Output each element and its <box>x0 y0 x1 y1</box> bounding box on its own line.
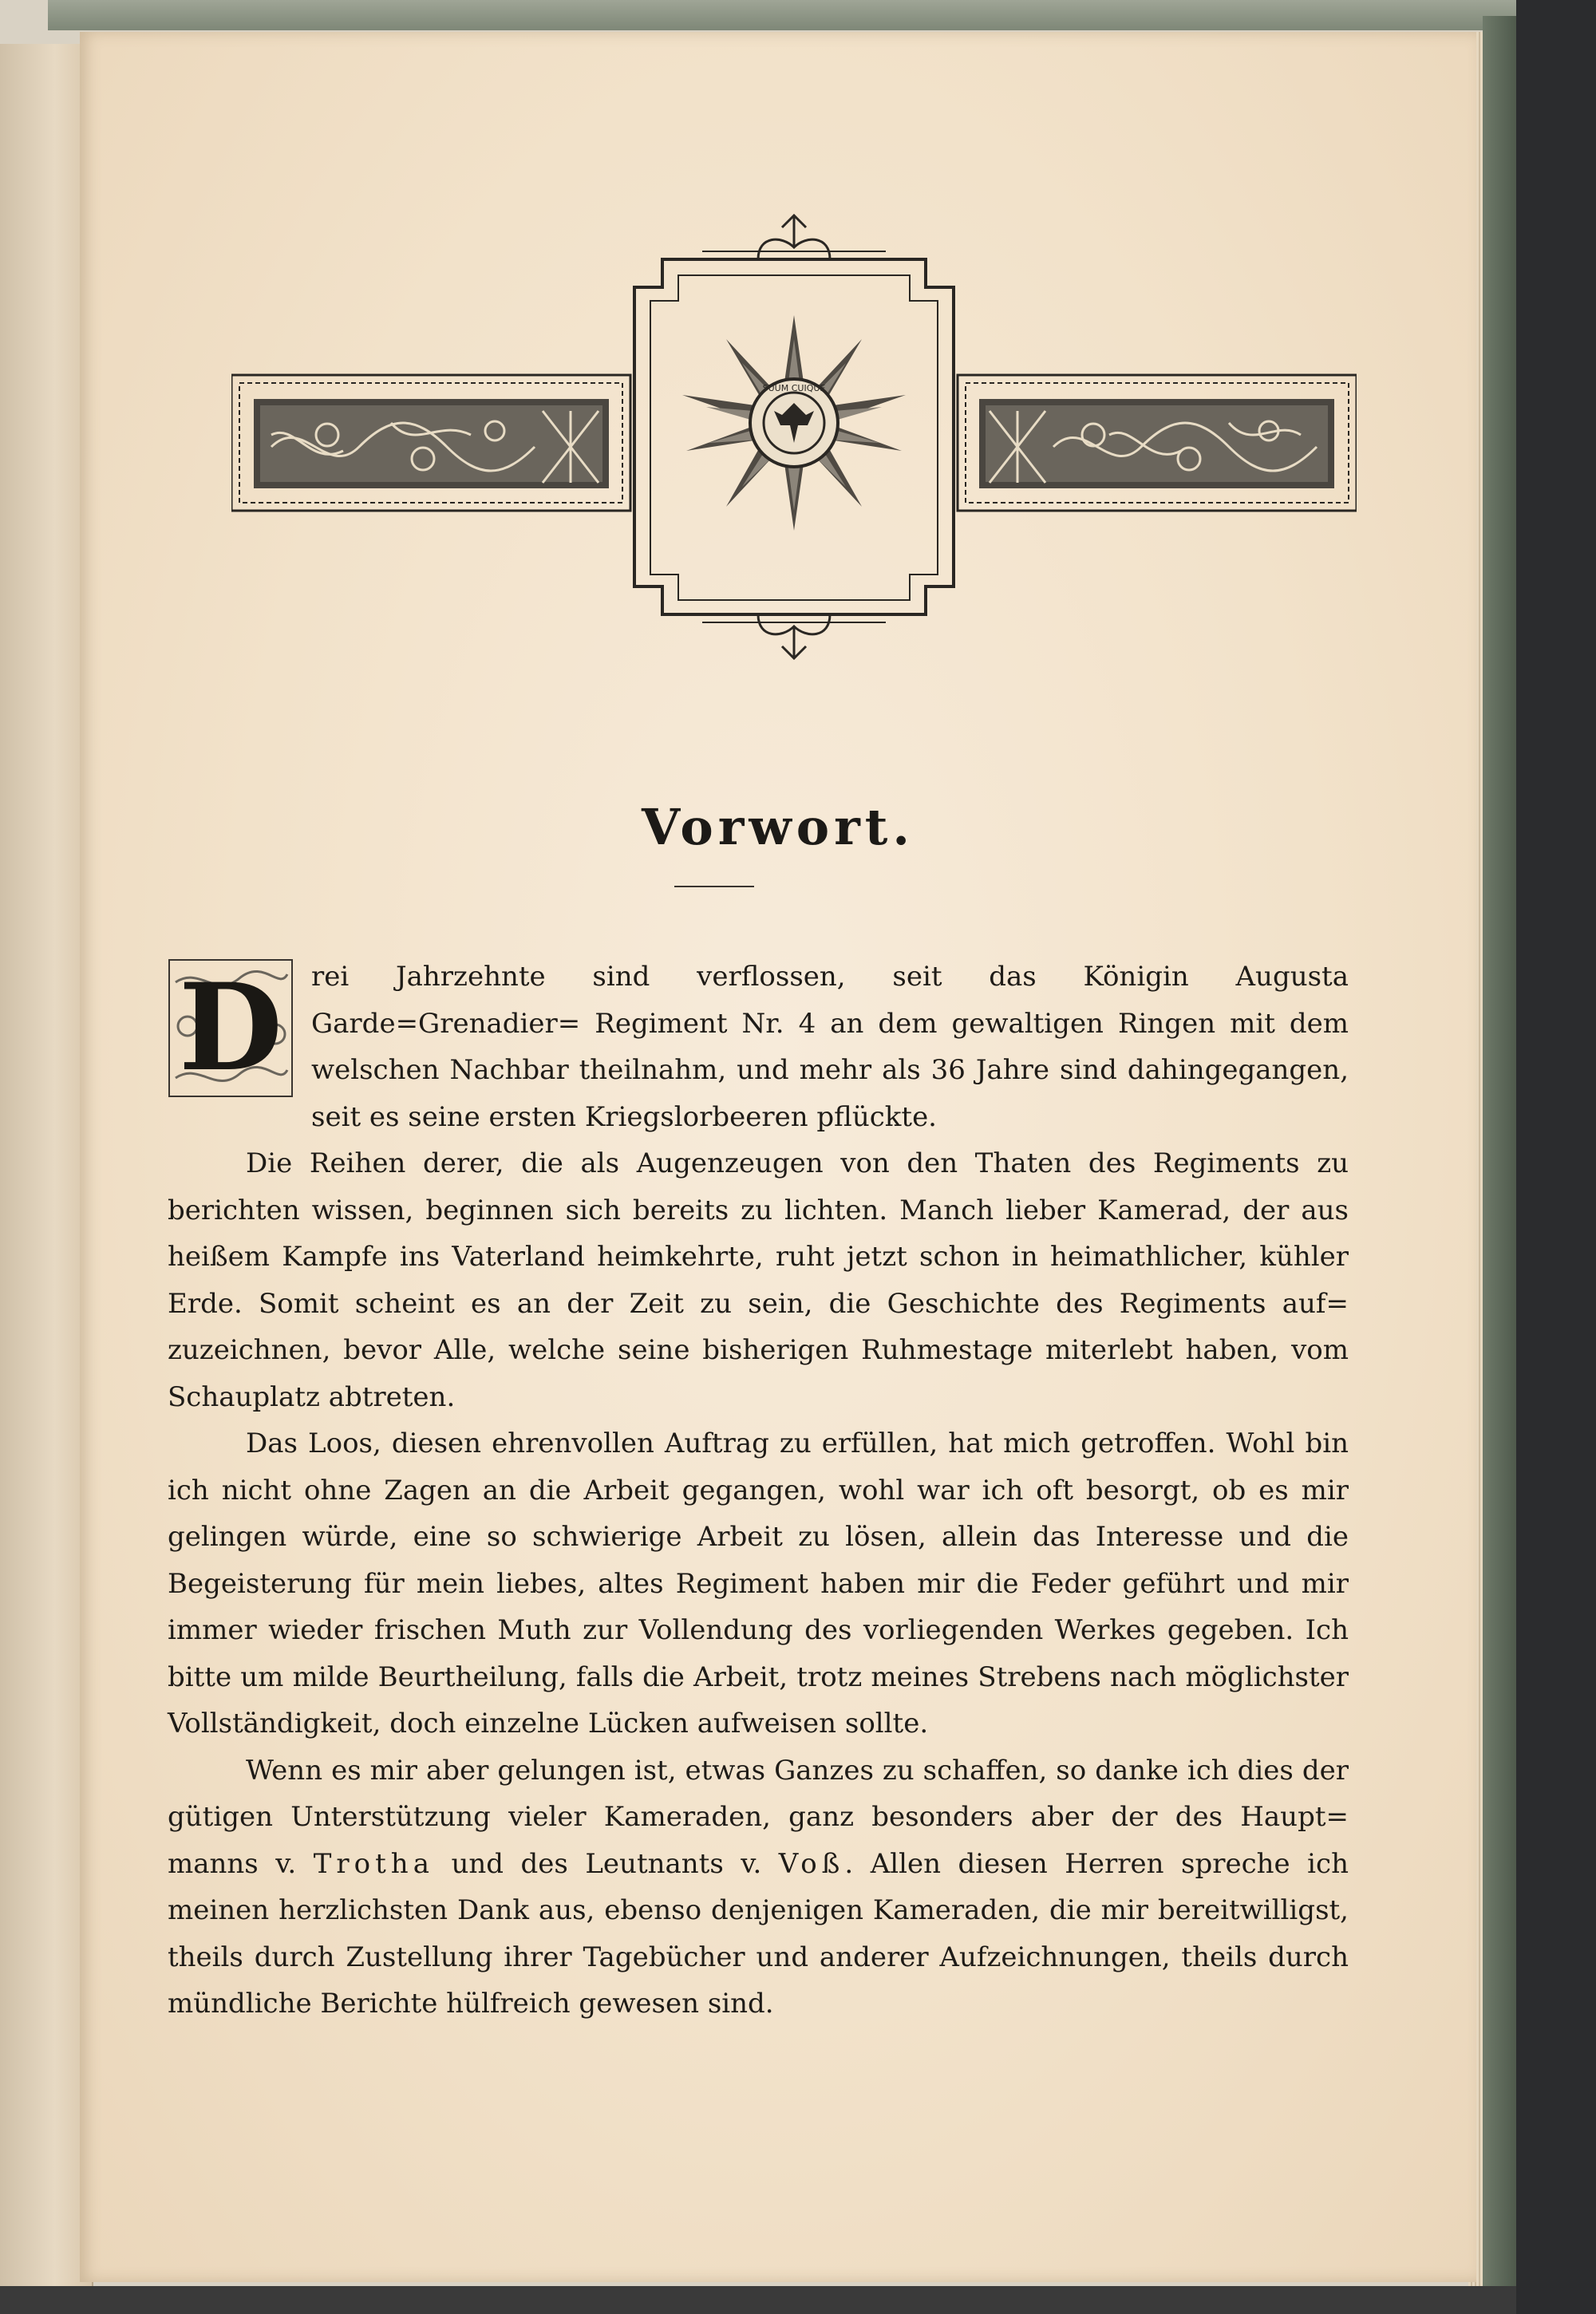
paragraph-4-text-c: . Allen diesen Herren spreche ich meinen herzlichsten Dank aus, ebenso denjenigen Kameraden, die mir bereitwilligst, theils durch Zustellung ihrer Tagebücher und anderer Aufzeichnungen, theils durch mündliche Berichte hülfreich gewesen sind. <box>168 1847 1349 2020</box>
book-cover-top <box>48 0 1516 30</box>
left-ornament-band <box>231 375 630 511</box>
paragraph-1 <box>168 954 1349 1140</box>
emblem-motto: SUUM CUIQUE <box>762 383 826 393</box>
first-word-rest: rei <box>311 961 350 993</box>
paragraph-4-text-b: und des Leutnants v. <box>433 1847 779 1880</box>
book-page <box>80 32 1476 2282</box>
header-ornament <box>231 211 1357 690</box>
name-voss: Voß <box>778 1847 845 1880</box>
bottom-shadow <box>0 2286 1516 2314</box>
paragraph-3: Das Loos, diesen ehrenvollen Auftrag zu erfüllen, hat mich getroffen. Wohl bin ich nicht ohne Zagen an die Arbeit gegangen, wohl war ich oft besorgt, ob es mir gelingen würde, eine so schwierige Arbeit zu lösen, allein das Interesse und die Begeisterung für mein liebes, altes Regiment haben mir die Feder geführt und mir immer wieder frischen Muth zur Vollendung des vorliegenden Werkes gegeben. Ich bitte um milde Beurtheilung, falls die Arbeit, trotz meines Strebens nach möglichster Vollständigkeit, doch einzelne Lücken aufweisen sollte. <box>168 1427 1349 1739</box>
book-cover-right <box>1483 16 1516 2314</box>
preface-text <box>168 954 1349 2028</box>
paragraph-4-text-a: Wenn es mir aber gelungen ist, etwas Ganzes zu schaffen, so danke ich dies der gütigen Unterstützung vieler Kameraden, ganz besonders aber der des Haupt= manns v. <box>168 1754 1349 1880</box>
paragraph-4 <box>168 1747 1349 2028</box>
right-ornament-band <box>958 375 1357 511</box>
paragraph-1-text: Jahrzehnte sind verflossen, seit das Königin Augusta Garde=Grenadier= Regiment Nr. 4 an dem gewaltigen Ringen mit dem welschen Nachbar theilnahm, und mehr als 36 Jahre sind dahingegangen, seit es seine ersten Kriegslorbeeren pflückte. <box>311 961 1349 1133</box>
title-rule <box>674 886 754 887</box>
name-trotha: Trotha <box>313 1847 434 1880</box>
page-title: Vorwort. <box>641 798 915 856</box>
drop-cap-letter: D <box>178 958 283 1098</box>
paragraph-2: Die Reihen derer, die als Augenzeugen von den Thaten des Regiments zu berichten wissen, beginnen sich bereits zu lichten. Manch lieber Kamerad, der aus heißem Kampfe ins Vaterland heimkehrte, ruht jetzt schon in heimathlicher, kühler Erde. Somit scheint es an der Zeit zu sein, die Geschichte des Regiments auf= zuzeichnen, bevor Alle, welche seine bisherigen Ruhmestage miterlebt haben, vom Schauplatz abtreten. <box>168 1147 1349 1413</box>
drop-cap <box>168 958 294 1098</box>
guard-star-emblem <box>682 315 906 531</box>
